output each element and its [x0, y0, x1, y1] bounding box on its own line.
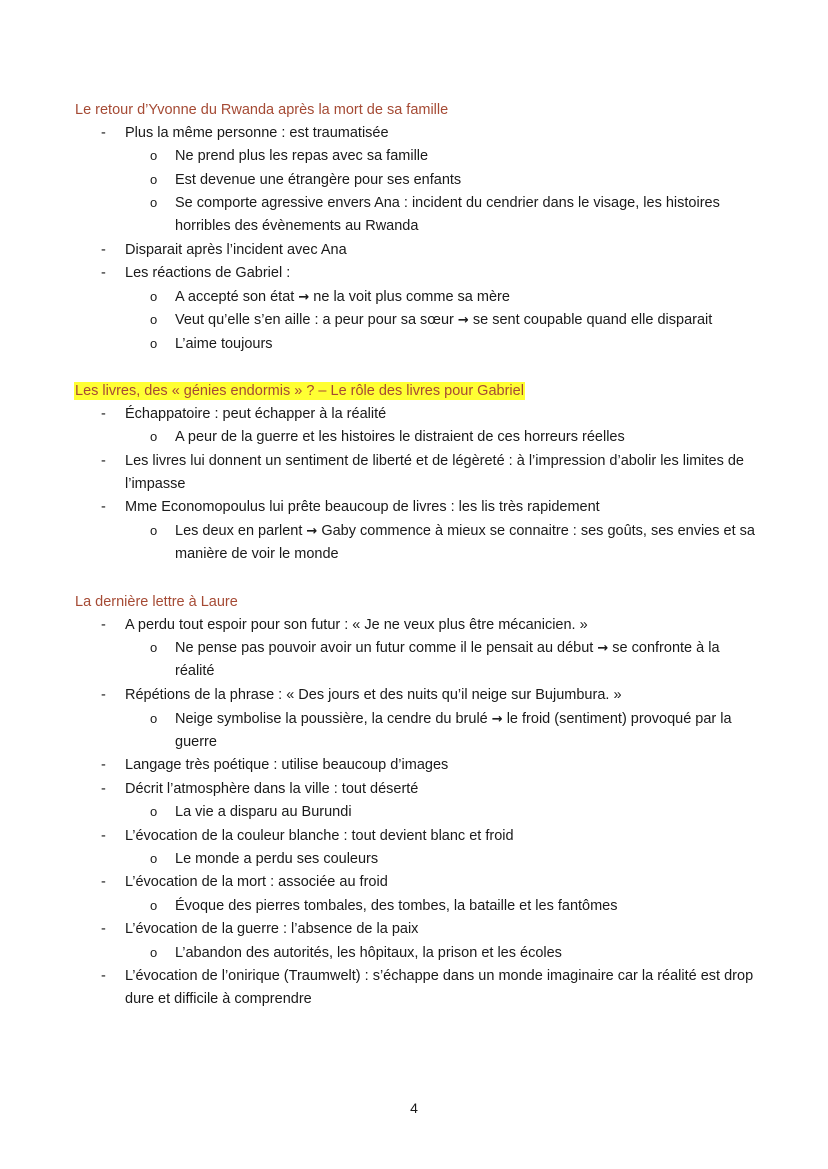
sub-list-item: o La vie a disparu au Burundi — [175, 801, 760, 824]
sub-list-item: o Le monde a perdu ses couleurs — [175, 848, 760, 871]
sub-list-item: o Ne prend plus les repas avec sa famille — [175, 145, 760, 168]
sub-list-item: o A peur de la guerre et les histoires le distraient de ces horreurs réelles — [175, 426, 760, 449]
sub-list-item: o L’aime toujours — [175, 333, 760, 356]
list-item: - Plus la même personne : est traumatisée — [125, 122, 765, 145]
list-item: - Les réactions de Gabriel : — [125, 262, 765, 285]
list-item: - Langage très poétique : utilise beaucoup d’images — [125, 754, 765, 777]
sub-list-item: o Évoque des pierres tombales, des tombes, la bataille et les fantômes — [175, 895, 760, 918]
list-item: - Échappatoire : peut échapper à la réalité — [125, 403, 765, 426]
list-item: - L’évocation de la guerre : l’absence de la paix — [125, 918, 765, 941]
sub-list-item: o A accepté son état → ne la voit plus comme sa mère — [175, 286, 760, 309]
sub-list-item: o Est devenue une étrangère pour ses enfants — [175, 169, 760, 192]
list-item: - Répétions de la phrase : « Des jours et des nuits qu’il neige sur Bujumbura. » — [125, 684, 765, 707]
page-number: 4 — [410, 1100, 418, 1116]
sub-list-item: o Se comporte agressive envers Ana : incident du cendrier dans le visage, les histoires horribles des évènements au Rwanda — [175, 192, 760, 239]
list-item: - L’évocation de la mort : associée au froid — [125, 871, 765, 894]
arrow-right-icon: → — [491, 712, 503, 727]
list-item: - L’évocation de la couleur blanche : tout devient blanc et froid — [125, 825, 765, 848]
list-item: - Les livres lui donnent un sentiment de liberté et de légèreté : à l’impression d’abolir les limites de l’impasse — [125, 450, 765, 497]
sub-list-item: o Neige symbolise la poussière, la cendre du brulé → le froid (sentiment) provoqué par la guerre — [175, 708, 760, 755]
section-heading-lettre: La dernière lettre à Laure — [75, 594, 238, 610]
sub-list-item: o Ne pense pas pouvoir avoir un futur comme il le pensait au début → se confronte à la réalité — [175, 637, 760, 684]
section-heading-yvonne: Le retour d’Yvonne du Rwanda après la mort de sa famille — [75, 102, 449, 118]
arrow-right-icon: → — [597, 641, 609, 656]
arrow-right-icon: → — [457, 313, 469, 328]
list-item: - L’évocation de l’onirique (Traumwelt) : s’échappe dans un monde imaginaire car la réalité est drop dure et difficile à comprendre — [125, 965, 765, 1012]
list-item: - A perdu tout espoir pour son futur : « Je ne veux plus être mécanicien. » — [125, 614, 765, 637]
sub-list-item: o Veut qu’elle s’en aille : a peur pour sa sœur → se sent coupable quand elle disparait — [175, 309, 760, 332]
section-heading-livres: Les livres, des « génies endormis » ? – Le rôle des livres pour Gabriel — [75, 383, 524, 399]
sub-list-item: o Les deux en parlent → Gaby commence à mieux se connaitre : ses goûts, ses envies et sa manière de voir le monde — [175, 520, 760, 567]
list-item: - Décrit l’atmosphère dans la ville : tout déserté — [125, 778, 765, 801]
list-item: - Disparait après l’incident avec Ana — [125, 239, 765, 262]
sub-list-item: o L’abandon des autorités, les hôpitaux, la prison et les écoles — [175, 942, 760, 965]
arrow-right-icon: → — [306, 524, 318, 539]
arrow-right-icon: → — [298, 290, 310, 305]
list-item: - Mme Economopoulus lui prête beaucoup de livres : les lis très rapidement — [125, 496, 765, 519]
